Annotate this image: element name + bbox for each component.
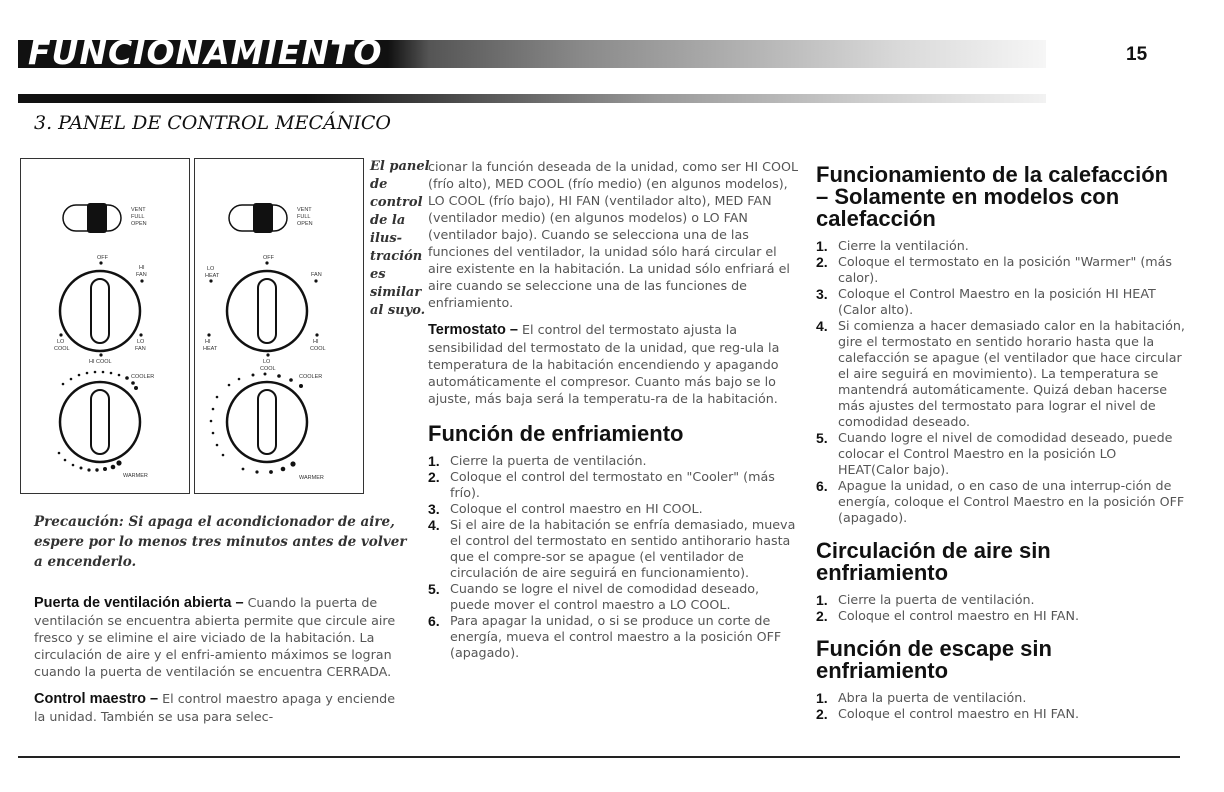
hi-label: HI	[139, 265, 145, 271]
step-text: Si el aire de la habitación se enfría demasiado, mueva el control del termostato en sentido antihorario hasta que el compre-sor se apague (el ventilador de circulación de aire seguirá en funcionamiento).	[450, 517, 796, 580]
heating-steps	[816, 238, 1186, 526]
caution-note: Precaución: Si apaga el acondicionador de aire, espere por lo menos tres minutos antes de volver a encenderlo.	[34, 514, 407, 570]
heating-heading: Funcionamiento de la calefacción – Solamente en modelos con calefacción	[816, 162, 1169, 231]
vent-title: Puerta de ventilación abierta –	[34, 595, 244, 611]
control-panel-left	[20, 158, 190, 494]
section-heading: 3. PANEL DE CONTROL MECÁNICO	[34, 112, 392, 134]
svg-text:LO: LO	[263, 359, 271, 365]
cooling-heading: Función de enfriamiento	[428, 421, 684, 446]
list-item	[428, 453, 798, 469]
control-panel-left-drawing	[21, 159, 189, 493]
step-number: 1.	[816, 690, 828, 706]
control-panel-right-drawing	[195, 159, 363, 493]
svg-text:HEAT: HEAT	[203, 346, 218, 352]
column-3	[816, 164, 1186, 736]
list-item	[816, 592, 1186, 608]
master-text: El control maestro apaga y enciende la unidad. También se usa para selec-	[34, 691, 396, 724]
fan-label: FAN	[136, 272, 147, 278]
column-2	[428, 158, 798, 675]
step-text: Apague la unidad, o en caso de una interrup-ción de energía, coloque el Control Maestro en la posición OFF (apagado).	[838, 478, 1185, 525]
list-item	[816, 238, 1186, 254]
step-number: 1.	[428, 453, 440, 469]
vent-label: VENT	[131, 207, 146, 213]
vent-paragraph	[34, 594, 410, 680]
step-text: Coloque el control maestro en HI FAN.	[838, 706, 1080, 721]
vent-slider-knob	[87, 203, 107, 233]
step-text: Cierre la puerta de ventilación.	[450, 453, 647, 468]
step-number: 5.	[428, 581, 440, 597]
list-item	[428, 613, 798, 661]
step-number: 2.	[428, 469, 440, 485]
column-1	[34, 594, 410, 735]
svg-text:OFF: OFF	[263, 255, 274, 261]
svg-text:FAN: FAN	[135, 346, 146, 352]
svg-text:HI: HI	[313, 339, 319, 345]
step-number: 2.	[816, 254, 828, 270]
step-number: 6.	[816, 478, 828, 494]
step-text: Coloque el control maestro en HI FAN.	[838, 608, 1080, 623]
step-text: Cierre la puerta de ventilación.	[838, 592, 1035, 607]
open-label: OPEN	[131, 221, 147, 227]
svg-text:WARMER: WARMER	[299, 475, 324, 481]
svg-text:HI: HI	[205, 339, 211, 345]
step-text: Coloque el control maestro en HI COOL.	[450, 501, 703, 516]
exhaust-heading: Función de escape sin enfriamiento	[816, 636, 1052, 683]
list-item	[428, 501, 798, 517]
list-item	[816, 690, 1186, 706]
svg-text:LO: LO	[207, 266, 215, 272]
step-text: Para apagar la unidad, o si se produce un corte de energía, mueva el control maestro a la posición OFF (apagado).	[450, 613, 782, 660]
list-item	[816, 318, 1186, 430]
circulation-steps	[816, 592, 1186, 624]
svg-text:HEAT: HEAT	[205, 273, 220, 279]
page-title: FUNCIONAMIENTO	[28, 33, 383, 72]
step-number: 3.	[816, 286, 828, 302]
exhaust-steps	[816, 690, 1186, 722]
step-number: 4.	[428, 517, 440, 533]
svg-text:COOL: COOL	[260, 366, 276, 372]
thermostat-text: El control del termostato ajusta la sensibilidad del termostato de la unidad, que reg-ula la temperatura de la habitación encendiendo y apagando automáticamente el compresor. Cuanto más bajo se lo ajuste, más baja será la temperatu-ra de la habitación.	[428, 322, 780, 406]
thermostat-title: Termostato –	[428, 322, 518, 338]
list-item	[816, 254, 1186, 286]
step-number: 1.	[816, 592, 828, 608]
step-text: Coloque el termostato en la posición "Warmer" (más calor).	[838, 254, 1173, 285]
list-item	[816, 478, 1186, 526]
vent-text: Cuando la puerta de ventilación se encuentra abierta permite que circule aire fresco y se elimine el aire viciado de la habitación. La circulación de aire y el enfri-amiento máximos se logran cuando la puerta de ventilación se encuentra CERRADA.	[34, 595, 396, 679]
bottom-rule	[18, 756, 1180, 758]
svg-text:FULL: FULL	[297, 214, 311, 220]
master-title: Control maestro –	[34, 691, 159, 707]
svg-text:LO: LO	[137, 339, 145, 345]
warmer-label: WARMER	[123, 473, 148, 479]
page-number: 15	[1126, 44, 1148, 65]
master-continued: cionar la función deseada de la unidad, como ser HI COOL (frío alto), MED COOL (frío medio) (en algunos modelos), LO COOL (frío bajo), HI FAN (ventilador alto), MED FAN (ventilador medio) (en algunos modelos) o LO FAN (ventilador bajo). Cuando se selecciona una de las funciones del ventilador, la unidad sólo hará circular el aire existente en la habitación. La unidad sólo enfriará el aire cuando se seleccione una de las funciones de enfriamiento.	[428, 159, 799, 310]
step-text: Coloque el control del termostato en "Cooler" (más frío).	[450, 469, 775, 500]
step-number: 2.	[816, 706, 828, 722]
svg-text:LO: LO	[57, 339, 65, 345]
svg-text:COOL: COOL	[54, 346, 70, 352]
step-number: 6.	[428, 613, 440, 629]
hi-cool-label: HI COOL	[89, 359, 112, 365]
step-text: Si comienza a hacer demasiado calor en la habitación, gire el termostato en sentido horario hasta que la calefacción se apague (el ventilador que hace circular el aire seguirá en movimiento). La temperatura se mantendrá automáticamente. Quizá deban hacerse más ajustes del termostato para lograr el nivel de comodidad deseado.	[838, 318, 1185, 429]
circulation-heading: Circulación de aire sin enfriamiento	[816, 538, 1051, 585]
step-text: Cuando logre el nivel de comodidad deseado, puede colocar el Control Maestro en la posición LO HEAT(Calor bajo).	[838, 430, 1173, 477]
list-item	[816, 286, 1186, 318]
list-item	[428, 469, 798, 501]
header-rule	[18, 94, 1046, 103]
list-item	[816, 430, 1186, 478]
cooler-label: COOLER	[131, 374, 155, 380]
list-item	[816, 608, 1186, 624]
svg-text:OPEN: OPEN	[297, 221, 313, 227]
step-number: 1.	[816, 238, 828, 254]
thermostat-paragraph	[428, 321, 798, 407]
step-text: Abra la puerta de ventilación.	[838, 690, 1027, 705]
step-text: Cuando se logre el nivel de comodidad deseado, puede mover el control maestro a LO COOL.	[450, 581, 760, 612]
list-item	[428, 517, 798, 581]
step-number: 5.	[816, 430, 828, 446]
off-label: OFF	[97, 255, 108, 261]
step-number: 3.	[428, 501, 440, 517]
step-number: 2.	[816, 608, 828, 624]
svg-text:COOLER: COOLER	[299, 374, 323, 380]
master-paragraph	[34, 690, 410, 725]
control-panel-right	[194, 158, 364, 494]
panel-caption: El panel de control de la ilus-tración es similar al suyo.	[370, 159, 430, 318]
step-text: Cierre la ventilación.	[838, 238, 969, 253]
cooling-steps	[428, 453, 798, 661]
svg-text:COOL: COOL	[310, 346, 326, 352]
svg-text:FAN: FAN	[311, 272, 322, 278]
full-label: FULL	[131, 214, 145, 220]
step-number: 4.	[816, 318, 828, 334]
step-text: Coloque el Control Maestro en la posición HI HEAT (Calor alto).	[838, 286, 1156, 317]
list-item	[428, 581, 798, 613]
svg-text:VENT: VENT	[297, 207, 312, 213]
list-item	[816, 706, 1186, 722]
